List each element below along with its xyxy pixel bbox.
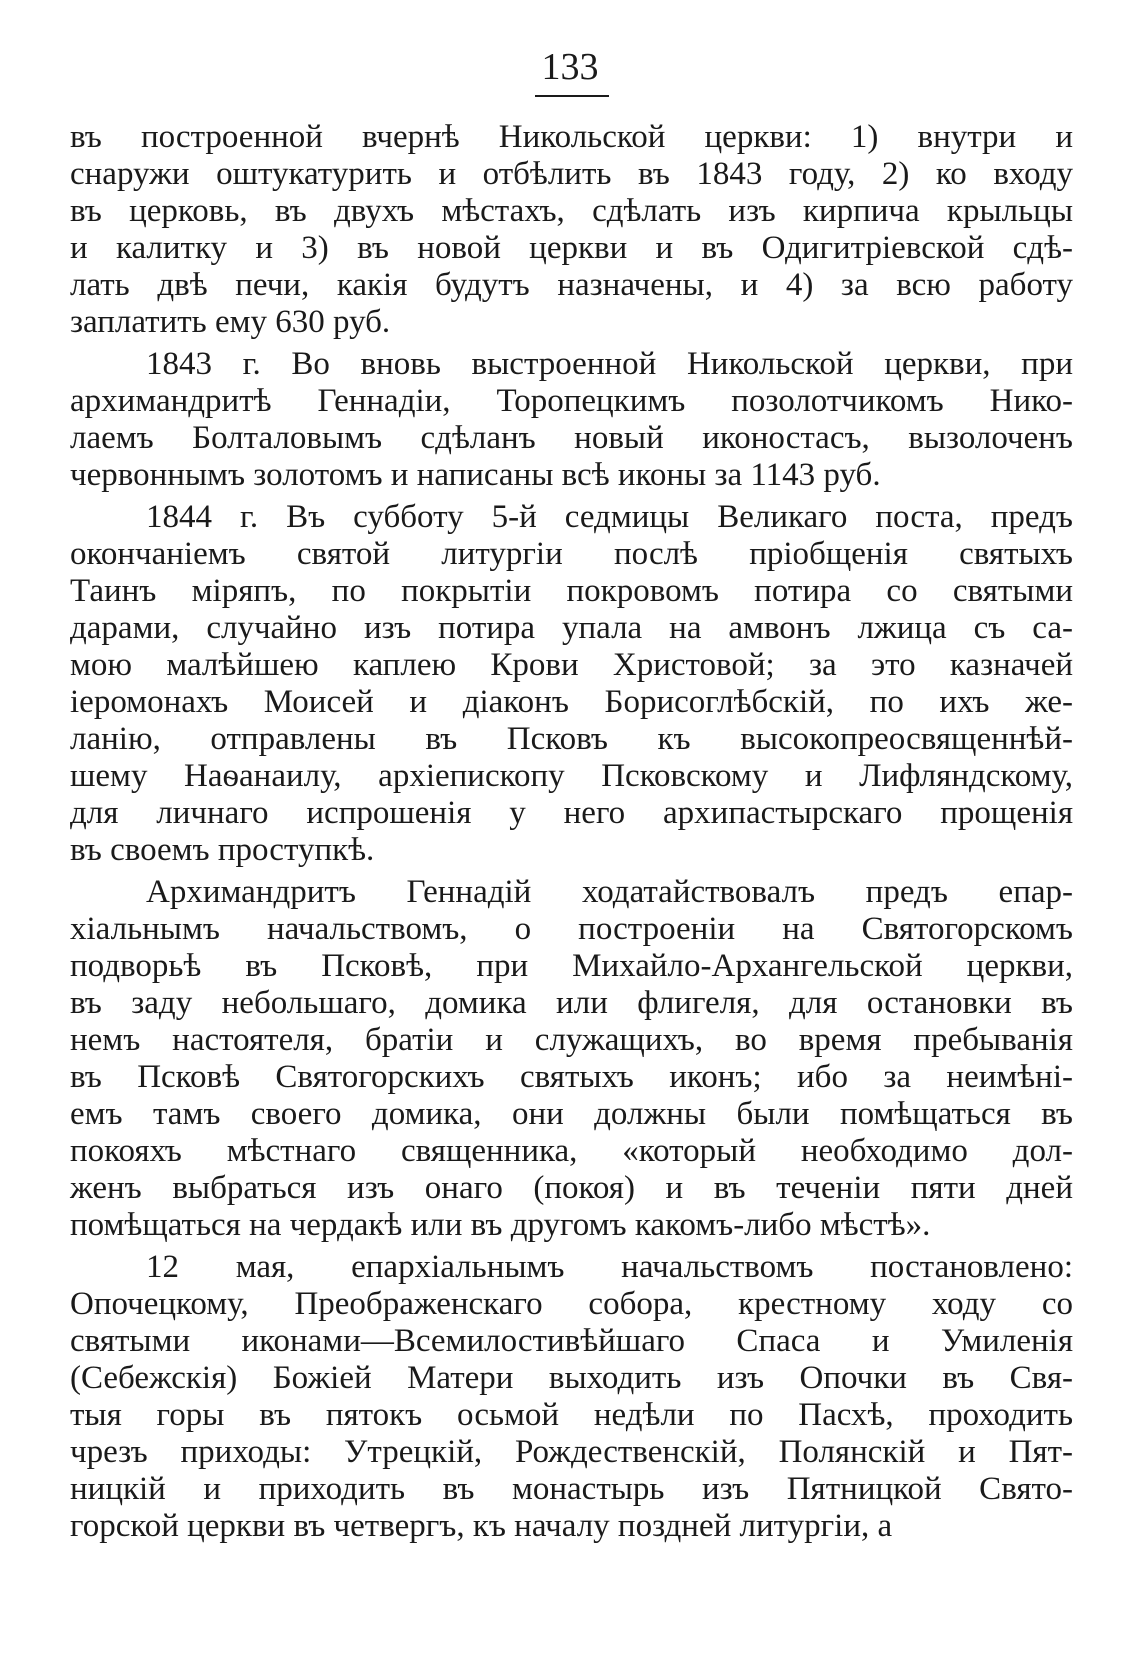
text-line: въ церковь, въ двухъ мѣстахъ, сдѣлать изъ кирпича крыльцы <box>70 193 1073 229</box>
text-line: горской церкви въ четвергъ, къ началу поздней литургіи, а <box>70 1508 893 1544</box>
text-line: помѣщаться на чердакѣ или въ другомъ какомъ-либо мѣстѣ». <box>70 1207 931 1243</box>
text-line: покояхъ мѣстнаго священника, «который необходимо дол- <box>70 1133 1073 1169</box>
text-line: Архимандритъ Геннадій ходатайствовалъ предъ епар- <box>146 874 1073 910</box>
text-line: шему Наѳанаилу, архіепископу Псковскому и Лифляндскому, <box>70 758 1073 794</box>
body-text <box>70 119 1073 1545</box>
text-line: и калитку и 3) въ новой церкви и въ Одигитріевской сдѣ- <box>70 230 1073 266</box>
text-line: окончаніемъ святой литургіи послѣ пріобщенія святыхъ <box>70 536 1073 572</box>
text-line: хіальнымъ начальствомъ, о построеніи на Святогорскомъ <box>70 911 1073 947</box>
text-line: ланію, отправлены въ Псковъ къ высокопреосвященнѣй- <box>70 721 1073 757</box>
text-line: подворьѣ въ Псковѣ, при Михайло-Архангельской церкви, <box>70 948 1073 984</box>
text-line: снаружи оштукатурить и отбѣлить въ 1843 году, 2) ко входу <box>70 156 1073 192</box>
text-line: святыми иконами—Всемилостивѣйшаго Спаса и Умиленія <box>70 1323 1073 1359</box>
text-line: ницкій и приходить въ монастырь изъ Пятницкой Свято- <box>70 1471 1073 1507</box>
paragraph <box>70 874 1073 1244</box>
text-line: женъ выбраться изъ онаго (покоя) и въ теченіи пяти дней <box>70 1170 1073 1206</box>
text-line: архимандритѣ Геннадіи, Торопецкимъ позолотчикомъ Нико- <box>70 383 1073 419</box>
text-line: Опочецкому, Преображенскаго собора, крестному ходу со <box>70 1286 1073 1322</box>
text-line: для личнаго испрошенія у него архипастырскаго прощенія <box>70 795 1073 831</box>
paragraph <box>70 119 1073 341</box>
text-line: 1843 г. Во вновь выстроенной Никольской церкви, при <box>146 346 1073 382</box>
paragraph <box>70 1249 1073 1545</box>
text-line: 12 мая, епархіальнымъ начальствомъ постановлено: <box>146 1249 1073 1285</box>
text-line: заплатить ему 630 руб. <box>70 304 391 340</box>
text-line: тыя горы въ пятокъ осьмой недѣли по Пасхѣ, проходить <box>70 1397 1073 1433</box>
text-line: іеромонахъ Моисей и діаконъ Борисоглѣбскій, по ихъ же- <box>70 684 1073 720</box>
text-line: въ заду небольшаго, домика или флигеля, для остановки въ <box>70 985 1073 1021</box>
text-line: чрезъ приходы: Утрецкій, Рождественскій, Полянскій и Пят- <box>70 1434 1073 1470</box>
text-line: дарами, случайно изъ потира упала на амвонъ лжица съ са- <box>70 610 1073 646</box>
page-number-underline <box>535 95 609 97</box>
text-line: мою малѣйшею каплею Крови Христовой; за это казначей <box>70 647 1073 683</box>
text-line: Таинъ міряпъ, по покрытіи покровомъ потира со святыми <box>70 573 1073 609</box>
paragraph <box>70 499 1073 869</box>
paragraph <box>70 346 1073 494</box>
page-number: 133 <box>541 46 599 88</box>
text-line: лаемъ Болталовымъ сдѣланъ новый иконостасъ, вызолоченъ <box>70 420 1073 456</box>
text-line: емъ тамъ своего домика, они должны были помѣщаться въ <box>70 1096 1073 1132</box>
text-line: лать двѣ печи, какія будутъ назначены, и 4) за всю работу <box>70 267 1073 303</box>
text-line: въ своемъ проступкѣ. <box>70 832 375 868</box>
text-line: (Себежскія) Божіей Матери выходить изъ Опочки въ Свя- <box>70 1360 1073 1396</box>
text-line: 1844 г. Въ субботу 5-й седмицы Великаго поста, предъ <box>146 499 1073 535</box>
text-line: немъ настоятеля, братіи и служащихъ, во время пребыванія <box>70 1022 1073 1058</box>
text-line: въ построенной вчернѣ Никольской церкви: 1) внутри и <box>70 119 1073 155</box>
text-line: въ Псковѣ Святогорскихъ святыхъ иконъ; ибо за неимѣні- <box>70 1059 1073 1095</box>
text-line: червоннымъ золотомъ и написаны всѣ иконы за 1143 руб. <box>70 457 881 493</box>
